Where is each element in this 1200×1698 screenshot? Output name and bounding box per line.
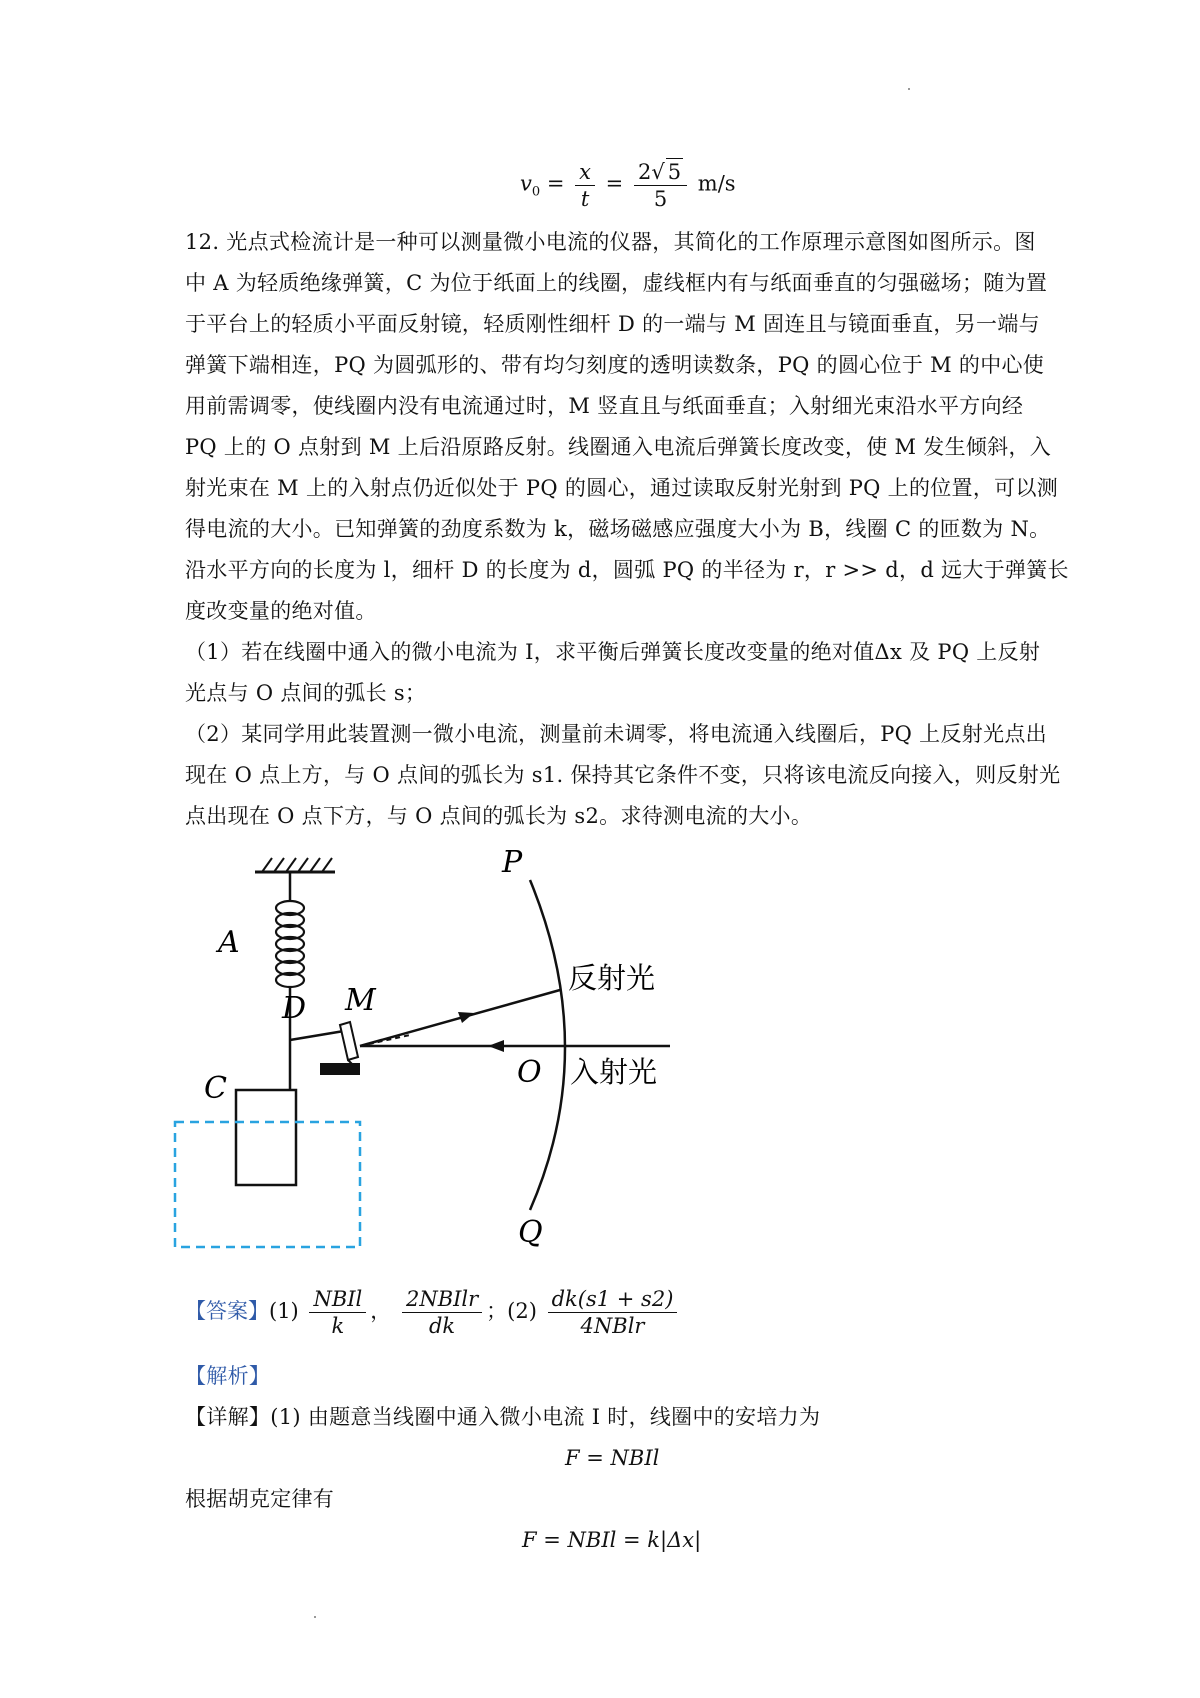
problem-line-12: 光点与 O 点间的弧长 s； <box>185 681 427 705</box>
scan-dot <box>908 88 910 90</box>
answer-part1: (1) <box>269 1299 299 1323</box>
eq-frac-den: t <box>580 186 590 211</box>
problem-line-2: 中 A 为轻质绝缘弹簧，C 为位于纸面上的线圈，虚线框内有与纸面垂直的匀强磁场；随为置 <box>185 271 1048 295</box>
label-O: O <box>517 1055 542 1090</box>
problem-line-1: 12. 光点式检流计是一种可以测量微小电流的仪器，其简化的工作原理示意图如图所示。图 <box>185 230 1036 254</box>
answer-frac-1-den: k <box>331 1314 345 1338</box>
detail-text: (1) 由题意当线圈中通入微小电流 I 时，线圈中的安培力为 <box>270 1405 821 1429</box>
label-M: M <box>345 983 376 1018</box>
mirror-M <box>320 1022 360 1075</box>
detail-line <box>185 1403 820 1431</box>
eq-equals-2: = <box>605 171 624 196</box>
problem-line-11: （1）若在线圈中通入的微小电流为 I，求平衡后弹簧长度改变量的绝对值Δx 及 PQ 上反射 <box>185 640 1041 664</box>
answer-frac-1 <box>309 1286 366 1339</box>
detail-tag: 【详解】 <box>185 1405 271 1429</box>
apparatus-figure <box>170 850 750 1250</box>
answer-comma: ， <box>370 1299 392 1323</box>
problem-line-3: 于平台上的轻质小平面反射镜，轻质刚性细杆 D 的一端与 M 固连且与镜面垂直，另一端与 <box>185 312 1040 336</box>
answer-frac-3-num: dk(s1 + s2) <box>548 1286 678 1313</box>
answer-frac-2-num: 2NBIlr <box>402 1286 482 1313</box>
problem-line-9: 沿水平方向的长度为 l，细杆 D 的长度为 d，圆弧 PQ 的半径为 r，r >> d，d 远大于弹簧长 <box>185 558 1069 582</box>
label-P: P <box>502 850 523 880</box>
eq-sqrt-value: 5 <box>667 160 682 184</box>
eq-frac-sqrt: $\frac{2√ 5}{5}$ <box>634 158 687 212</box>
reflected-ray <box>360 990 560 1046</box>
detail-eq-1: F = NBIl <box>565 1446 660 1470</box>
coil-C <box>236 1090 296 1185</box>
answer-tag: 【答案】 <box>185 1299 269 1323</box>
problem-line-10: 度改变量的绝对值。 <box>185 599 377 623</box>
problem-line-15: 点出现在 O 点下方，与 O 点间的弧长为 s2。求待测电流的大小。 <box>185 804 813 828</box>
answer-semicolon: ； <box>486 1299 508 1323</box>
analysis-tag: 【解析】 <box>185 1364 271 1388</box>
label-Q: Q <box>518 1215 543 1250</box>
ceiling-hatch <box>262 858 332 872</box>
eq-v: v <box>520 171 532 196</box>
label-D: D <box>282 991 307 1026</box>
eq-frac-x-t <box>575 159 595 212</box>
eq-frac-num: x <box>575 159 595 186</box>
problem-line-13: （2）某同学用此装置测一微小电流，测量前未调零，将电流通入线圈后，PQ 上反射光点出 <box>185 722 1047 746</box>
answer-frac-1-num: NBIl <box>309 1286 366 1313</box>
spring-A <box>276 901 304 987</box>
problem-line-6: PQ 上的 O 点射到 M 上后沿原路反射。线圈通入电流后弹簧长度改变，使 M 发生倾斜，入 <box>185 435 1052 459</box>
answer-frac-3 <box>548 1286 678 1339</box>
header-equation <box>520 158 736 212</box>
eq-coef: 2 <box>637 160 652 184</box>
answer-frac-2 <box>402 1286 482 1339</box>
answer-frac-2-den: dk <box>428 1314 456 1338</box>
detail-text-2: 根据胡克定律有 <box>185 1487 335 1511</box>
answer-line <box>185 1286 681 1339</box>
reflected-arrow <box>458 1012 474 1023</box>
answer-part2: (2) <box>507 1299 537 1323</box>
problem-line-8: 得电流的大小。已知弹簧的劲度系数为 k，磁场磁感应强度大小为 B，线圈 C 的匝数为 N。 <box>185 517 1051 541</box>
incident-arrow <box>488 1040 504 1052</box>
scan-dot-bottom <box>314 1616 316 1618</box>
eq-equals-1: = <box>546 171 565 196</box>
detail-eq-2: F = NBIl = k|Δx| <box>522 1528 702 1552</box>
label-A: A <box>218 925 240 960</box>
eq-v-sub: 0 <box>531 184 541 200</box>
eq-frac2-den: 5 <box>653 187 668 211</box>
problem-line-5: 用前需调零，使线圈内没有电流通过时，M 竖直且与纸面垂直；入射细光束沿水平方向经 <box>185 394 1024 418</box>
answer-frac-3-den: 4NBlr <box>580 1314 645 1338</box>
label-incident: 入射光 <box>570 1055 658 1089</box>
problem-line-7: 射光束在 M 上的入射点仍近似处于 PQ 的圆心，通过读取反射光射到 PQ 上的位置，可以测 <box>185 476 1059 500</box>
eq-unit: m/s <box>697 171 736 196</box>
label-C: C <box>204 1071 227 1106</box>
problem-line-4: 弹簧下端相连，PQ 为圆弧形的、带有均匀刻度的透明读数条，PQ 的圆心位于 M 的中心使 <box>185 353 1045 377</box>
label-reflected: 反射光 <box>568 961 656 995</box>
problem-line-14: 现在 O 点上方，与 O 点间的弧长为 s1. 保持其它条件不变，只将该电流反向接入，则反射光 <box>185 763 1061 787</box>
